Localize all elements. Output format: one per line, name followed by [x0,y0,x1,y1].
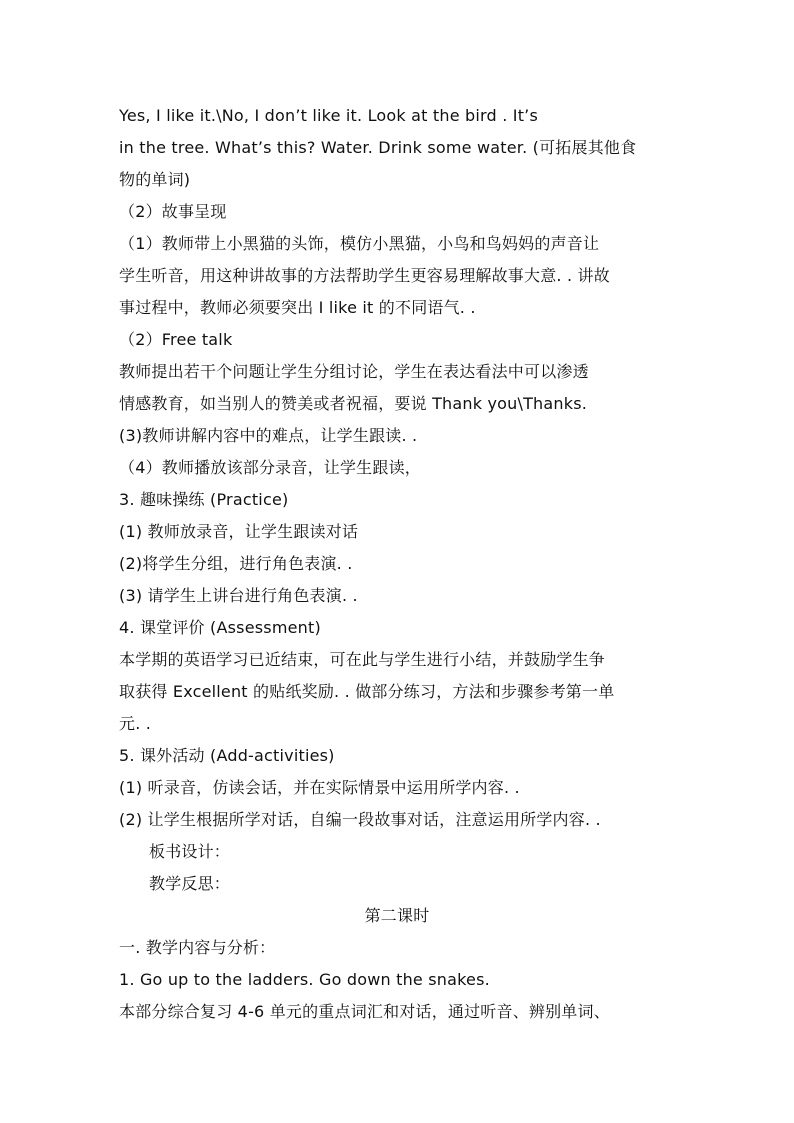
text-line: 本部分综合复习 4-6 单元的重点词汇和对话，通过听音、辨别单词、 [119,1002,610,1021]
text-line: (2)将学生分组，进行角色表演. . [119,554,353,573]
text-line: （4）教师播放该部分录音，让学生跟读， [119,458,421,477]
section-heading: 3. 趣味操练 (Practice) [119,490,289,509]
text-line: 物的单词) [119,170,191,189]
section-heading: 5. 课外活动 (Add-activities) [119,746,335,765]
section-heading: 一. 教学内容与分析： [119,938,276,957]
board-design-label: 板书设计： [149,842,231,861]
text-line: in the tree. What’s this? Water. Drink some water. (可拓展其他食 [119,138,637,157]
text-line: (1) 听录音，仿读会话，并在实际情景中运用所学内容. . [119,778,520,797]
text-line: 1. Go up to the ladders. Go down the snakes. [119,970,490,989]
text-line: 学生听音，用这种讲故事的方法帮助学生更容易理解故事大意. . 讲故 [119,266,610,285]
text-line: 取获得 Excellent 的贴纸奖励. . 做部分练习，方法和步骤参考第一单 [119,682,615,701]
lesson-title: 第二课时 [364,906,430,925]
text-line: (1) 教师放录音，让学生跟读对话 [119,522,359,541]
text-line: (2) 让学生根据所学对话，自编一段故事对话，注意运用所学内容. . [119,810,601,829]
text-line: 本学期的英语学习已近结束，可在此与学生进行小结，并鼓励学生争 [119,650,606,669]
reflection-label: 教学反思： [149,874,231,893]
section-heading: （2）故事呈现 [119,202,227,221]
text-line: (3)教师讲解内容中的难点，让学生跟读. . [119,426,418,445]
text-line: Yes, I like it.\No, I don’t like it. Look at the bird . It’s [119,106,538,125]
section-heading: （2）Free talk [119,330,233,349]
text-line: 教师提出若干个问题让学生分组讨论，学生在表达看法中可以渗透 [119,362,589,381]
section-heading: 4. 课堂评价 (Assessment) [119,618,321,637]
text-line: (3) 请学生上讲台进行角色表演. . [119,586,358,605]
text-line: 情感教育，如当别人的赞美或者祝福，要说 Thank you\Thanks. [119,394,588,413]
text-line: 元. . [119,714,152,733]
text-line: （1）教师带上小黑猫的头饰，模仿小黑猫，小鸟和鸟妈妈的声音让 [119,234,600,253]
text-line: 事过程中，教师必须要突出 I like it 的不同语气. . [119,298,476,317]
